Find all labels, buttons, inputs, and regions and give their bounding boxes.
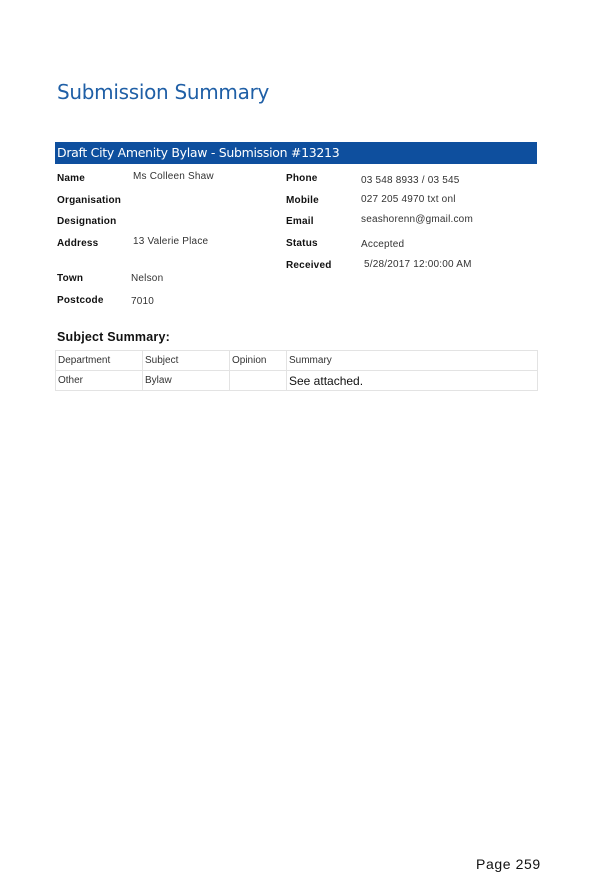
cell-subject: Bylaw [143, 371, 230, 391]
phone-label: Phone [286, 173, 318, 184]
column-header-department: Department [56, 351, 143, 371]
town-label: Town [57, 273, 84, 284]
received-label: Received [286, 260, 332, 271]
column-header-summary: Summary [287, 351, 538, 371]
cell-opinion [230, 371, 287, 391]
name-label: Name [57, 173, 86, 184]
status-label: Status [286, 238, 318, 249]
address-label: Address [57, 238, 99, 249]
column-header-opinion: Opinion [230, 351, 287, 371]
table-row [56, 371, 538, 391]
postcode-value: 7010 [131, 296, 155, 307]
phone-value: 03 548 8933 / 03 545 [361, 175, 460, 186]
cell-summary: See attached. [287, 371, 538, 391]
table-header-row [56, 351, 538, 371]
column-header-subject: Subject [143, 351, 230, 371]
subject-summary-heading: Subject Summary: [57, 330, 170, 344]
town-value: Nelson [131, 273, 164, 284]
name-value: Ms Colleen Shaw [133, 171, 214, 182]
status-value: Accepted [361, 239, 405, 250]
email-value: seashorenn@gmail.com [361, 214, 473, 225]
page-number: Page 259 [476, 856, 541, 872]
email-label: Email [286, 216, 314, 227]
subject-summary-table [55, 350, 538, 391]
mobile-label: Mobile [286, 195, 319, 206]
cell-department: Other [56, 371, 143, 391]
received-value: 5/28/2017 12:00:00 AM [364, 259, 472, 270]
mobile-value: 027 205 4970 txt onl [361, 194, 456, 205]
address-value: 13 Valerie Place [133, 236, 209, 247]
page-title: Submission Summary [57, 80, 270, 104]
organisation-label: Organisation [57, 195, 122, 206]
designation-label: Designation [57, 216, 117, 227]
postcode-label: Postcode [57, 295, 104, 306]
submission-banner: Draft City Amenity Bylaw - Submission #13213 [55, 142, 537, 164]
